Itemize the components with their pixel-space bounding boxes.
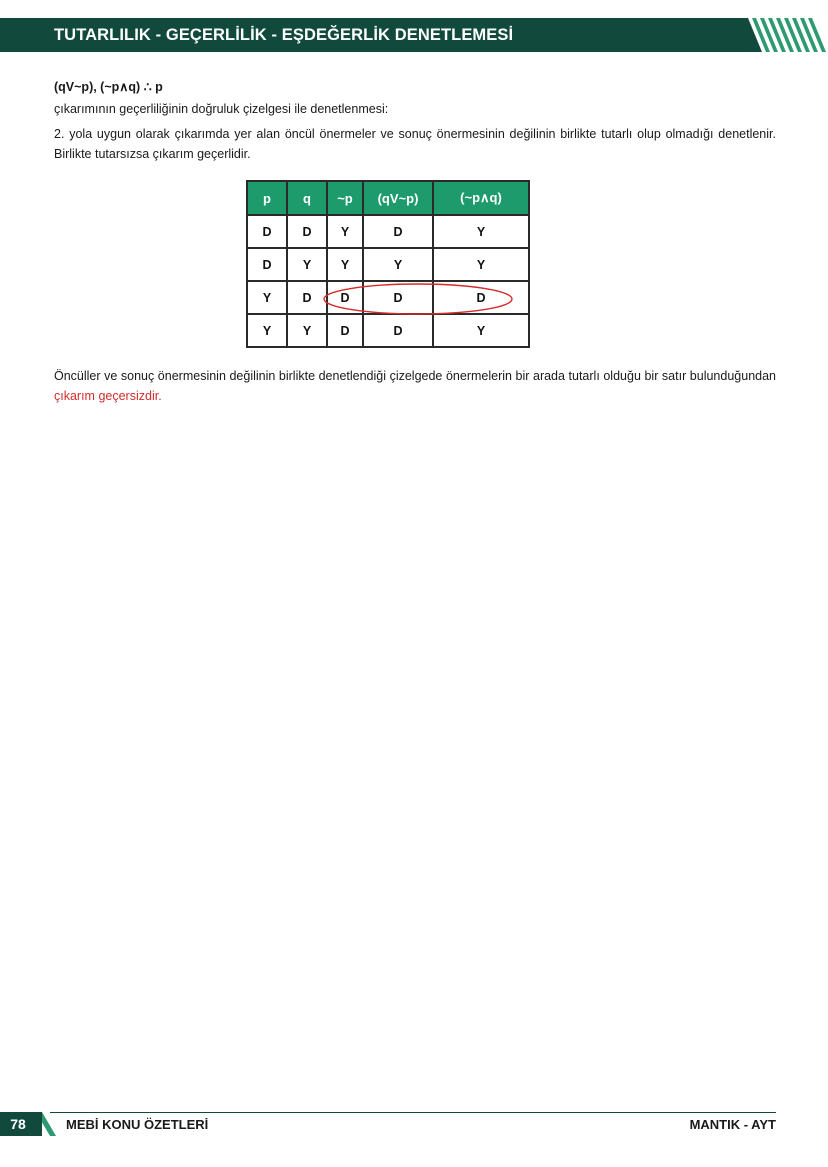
table-cell: D	[327, 314, 363, 347]
page-title: TUTARLILIK - GEÇERLİLİK - EŞDEĞERLİK DENETLEMESİ	[54, 26, 514, 44]
table-row	[247, 248, 529, 281]
table-cell: D	[433, 281, 529, 314]
consistent-row-highlight-ellipse	[320, 280, 516, 318]
truth-table	[246, 180, 530, 348]
column-header-q: q	[287, 181, 327, 215]
footer-divider	[50, 1112, 776, 1113]
conclusion-text: Öncüller ve sonuç önermesinin değilinin birlikte denetlendiği çizelgede önermelerin bir arada tutarlı olduğu bir satır bulunduğundan	[54, 369, 776, 383]
method-paragraph: 2. yola uygun olarak çıkarımda yer alan öncül önermeler ve sonuç önermesinin değilinin birlikte tutarlı olup olmadığı denetlenir. Birlikte tutarsızsa çıkarım geçerlidir.	[54, 127, 776, 161]
table-cell: D	[247, 215, 287, 248]
table-cell: D	[327, 281, 363, 314]
table-cell: Y	[247, 281, 287, 314]
footer-slant-decoration	[36, 1112, 56, 1136]
table-cell: Y	[247, 314, 287, 347]
table-cell: D	[247, 248, 287, 281]
table-cell: D	[287, 215, 327, 248]
table-cell: Y	[287, 314, 327, 347]
table-cell: Y	[287, 248, 327, 281]
table-cell: Y	[363, 248, 433, 281]
table-row	[247, 215, 529, 248]
footer-book-title: MEBİ KONU ÖZETLERİ	[66, 1117, 209, 1132]
table-row	[247, 314, 529, 347]
conclusion-highlight: çıkarım geçersizdir.	[54, 389, 162, 403]
footer-subject: MANTIK - AYT	[689, 1117, 776, 1132]
table-cell: D	[363, 281, 433, 314]
intro-paragraph: çıkarımının geçerliliğinin doğruluk çizelgesi ile denetlenmesi:	[54, 102, 389, 116]
table-cell: Y	[327, 248, 363, 281]
column-header-not-p-and-q: (~p∧q)	[433, 181, 529, 215]
truth-table-header-row	[247, 181, 529, 215]
column-header-not-p: ~p	[327, 181, 363, 215]
header-stripes-decoration	[738, 18, 828, 52]
table-cell: Y	[433, 215, 529, 248]
table-cell: Y	[433, 314, 529, 347]
table-cell: D	[363, 215, 433, 248]
table-cell: Y	[327, 215, 363, 248]
premise-formula: (qV~p), (~p∧q) ∴ p	[54, 80, 163, 94]
table-cell: Y	[433, 248, 529, 281]
page-number: 78	[10, 1116, 26, 1132]
table-cell: D	[287, 281, 327, 314]
table-cell: D	[363, 314, 433, 347]
conclusion-paragraph	[54, 366, 776, 406]
column-header-q-or-not-p: (qV~p)	[363, 181, 433, 215]
column-header-p: p	[247, 181, 287, 215]
